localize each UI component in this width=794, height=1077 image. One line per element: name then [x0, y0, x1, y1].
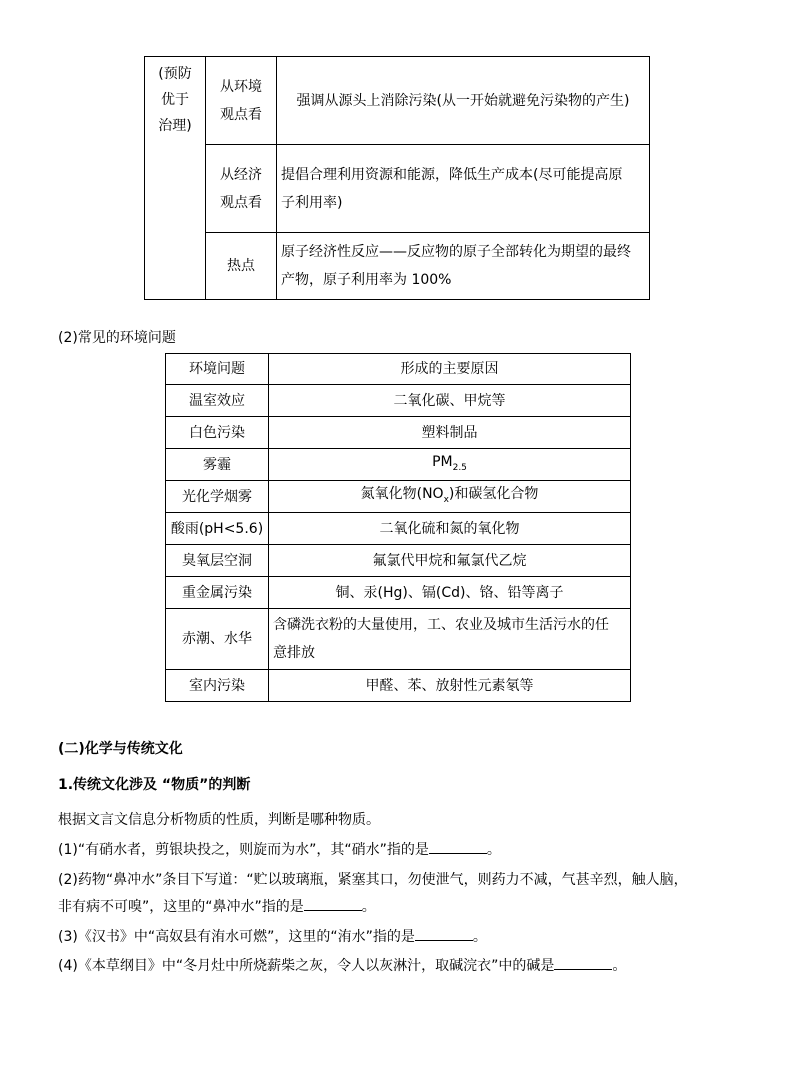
- question-2-continued: 非有病不可嗅”，这里的“鼻冲水”指的是 。: [58, 896, 376, 916]
- cause-cell: $PM_{2.5}$: [269, 449, 631, 481]
- row-key: 热点: [206, 233, 277, 300]
- question-1: (1)“有硝水者，剪银块投之，则旋而为水”，其“硝水”指的是 。: [58, 839, 501, 859]
- issue-cell: 酸雨(pH<5.6): [166, 513, 269, 545]
- row-value: 强调从源头上消除污染(从一开始就避免污染物的产生): [277, 57, 650, 145]
- cause-cell: 氟氯代甲烷和氟氯代乙烷: [269, 545, 631, 577]
- answer-blank[interactable]: [304, 896, 362, 911]
- cause-cell: 二氧化硫和氮的氧化物: [269, 513, 631, 545]
- cause-cell: 甲醛、苯、放射性元素氡等: [269, 670, 631, 702]
- issue-cell: 室内污染: [166, 670, 269, 702]
- row-value: 原子经济性反应——反应物的原子全部转化为期望的最终 产物，原子利用率为 100%: [277, 233, 650, 300]
- row-key: 从环境 观点看: [206, 57, 277, 145]
- cause-cell: 铜、汞(Hg)、镉(Cd)、铬、铅等离子: [269, 577, 631, 609]
- section-title: (二)化学与传统文化: [58, 741, 183, 757]
- cause-cell: 塑料制品: [269, 417, 631, 449]
- issue-cell: 重金属污染: [166, 577, 269, 609]
- answer-blank[interactable]: [554, 955, 612, 970]
- environment-issues-table: [165, 353, 631, 702]
- answer-blank[interactable]: [429, 839, 487, 854]
- section-heading: (2)常见的环境问题: [58, 330, 176, 346]
- subsection-title: 1.传统文化涉及 “物质”的判断: [58, 777, 251, 793]
- issue-cell: 白色污染: [166, 417, 269, 449]
- answer-blank[interactable]: [415, 926, 473, 941]
- header-cell: 环境问题: [166, 354, 269, 385]
- row-key: 从经济 观点看: [206, 145, 277, 233]
- row-value: 提倡合理利用资源和能源，降低生产成本(尽可能提高原 子利用率): [277, 145, 650, 233]
- cause-cell: 二氧化碳、甲烷等: [269, 385, 631, 417]
- issue-cell: 温室效应: [166, 385, 269, 417]
- issue-cell: 臭氧层空洞: [166, 545, 269, 577]
- green-chemistry-table: [144, 56, 650, 300]
- issue-cell: 赤潮、水华: [166, 609, 269, 670]
- cause-cell: 氮氧化物$(NO_x)$和碳氢化合物: [269, 481, 631, 513]
- question-3: (3)《汉书》中“高奴县有洧水可燃”，这里的“洧水”指的是 。: [58, 926, 487, 946]
- cause-cell: 含磷洗衣粉的大量使用，工、农业及城市生活污水的任 意排放: [269, 609, 631, 670]
- question-4: (4)《本草纲目》中“冬月灶中所烧薪柴之灰，令人以灰淋汁，取碱浣衣”中的碱是 。: [58, 955, 626, 975]
- issue-cell: 雾霾: [166, 449, 269, 481]
- header-cell: 形成的主要原因: [269, 354, 631, 385]
- issue-cell: 光化学烟雾: [166, 481, 269, 513]
- category-cell: (预防 优于 治理): [145, 57, 206, 300]
- intro-text: 根据文言文信息分析物质的性质，判断是哪种物质。: [58, 812, 380, 828]
- question-2: (2)药物“鼻冲水”条目下写道：“贮以玻璃瓶，紧塞其口，勿使泄气，则药力不减，气甚辛烈，触人脑，: [58, 872, 688, 888]
